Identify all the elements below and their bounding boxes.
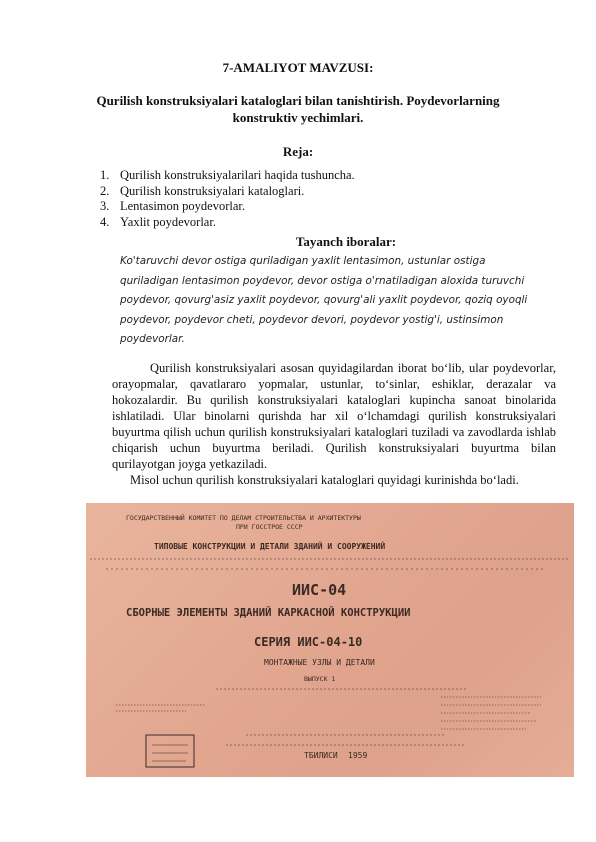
plan-list	[100, 168, 355, 230]
catalog-line: ПРИ ГОССТРОЕ СССР	[236, 523, 303, 531]
plan-item-text: Yaxlit poydevorlar.	[120, 214, 216, 229]
catalog-line: СЕРИЯ ИИС-04-10	[254, 635, 363, 649]
catalog-series-code: ИИС-04	[292, 581, 347, 599]
plan-item-text: Qurilish konstruksiyalarilari haqida tushuncha.	[120, 168, 355, 182]
body-paragraph: Misol uchun qurilish konstruksiyalari kataloglari quyidagi kurinishda bo‘ladi.	[130, 473, 519, 487]
plan-item	[100, 184, 355, 200]
plan-item	[100, 199, 355, 215]
page-title: 7-AMALIYOT MAVZUSI:	[222, 60, 374, 75]
plan-heading: Reja:	[282, 144, 314, 159]
catalog-stamp	[146, 735, 194, 767]
catalog-line: СБОРНЫЕ ЭЛЕМЕНТЫ ЗДАНИЙ КАРКАСНОЙ КОНСТРУКЦИИ	[126, 607, 411, 619]
page-subtitle: Qurilish konstruksiyalari kataloglari bilan tanishtirish. Poydevorlarning konstruktiv yechimlari.	[96, 93, 500, 125]
catalog-cover-image	[86, 503, 574, 777]
keywords-text: Ko'taruvchi devor ostiga quriladigan yaxlit lentasimon, ustunlar ostiga quriladigan lentasimon poydevor, devor ostiga o'rnatiladigan aloxida turuvchi poydevor, qovurg'asiz yaxlit poydevor, qovurg'ali yaxlit poydevor, qoziq oyoqli poydevor, poydevor cheti, poydevor devori, poydevor yostig'i, ustinsimon poydevorlar.	[120, 255, 528, 346]
plan-item-text: Qurilish konstruksiyalari kataloglari.	[120, 183, 305, 198]
catalog-line: ГОСУДАРСТВЕННЫЙ КОМИТЕТ ПО ДЕЛАМ СТРОИТЕЛЬСТВА И АРХИТЕКТУРЫ	[126, 514, 361, 522]
body-paragraph: Qurilish konstruksiyalari asosan quyidagilardan iborat bo‘lib, ular poydevorlar, orayopmalar, qavatlararo yopmalar, ustunlar, to‘sinlar, eshiklar, derazalar va hokozalardir. Bu qurilish konstruksiyalari kataloglari kupincha sanoat binolarida ishlatiladi. Ular binolarni qurishda har xil o‘lchamdagi qurilish konstruksiyalari buyurtma qilish uchun qurilish konstruksiyalari kataloglari tuziladi va zavodlarda ishlab chiqarish uchun buyurtma beriladi. Qurilish konstruksiyalari buyurtma bilan qurilayotgan joyga yetkaziladi.	[112, 361, 556, 471]
plan-item-number: 3.	[100, 199, 110, 213]
plan-item-number: 4.	[100, 214, 110, 229]
catalog-city: ТБИЛИСИ	[304, 751, 338, 760]
plan-item-number: 2.	[100, 183, 110, 198]
catalog-cover-drawing	[86, 503, 574, 777]
plan-item-number: 1.	[100, 168, 110, 182]
catalog-year: 1959	[348, 751, 368, 760]
catalog-line: МОНТАЖНЫЕ УЗЛЫ И ДЕТАЛИ	[264, 658, 375, 667]
plan-item	[100, 168, 355, 184]
catalog-line: ТИПОВЫЕ КОНСТРУКЦИИ И ДЕТАЛИ ЗДАНИЙ И СООРУЖЕНИЙ	[154, 542, 386, 551]
plan-item-text: Lentasimon poydevorlar.	[120, 199, 245, 213]
keywords-heading: Tayanch iboralar:	[295, 234, 397, 249]
catalog-line: ВЫПУСК 1	[304, 675, 336, 683]
plan-item	[100, 215, 355, 231]
